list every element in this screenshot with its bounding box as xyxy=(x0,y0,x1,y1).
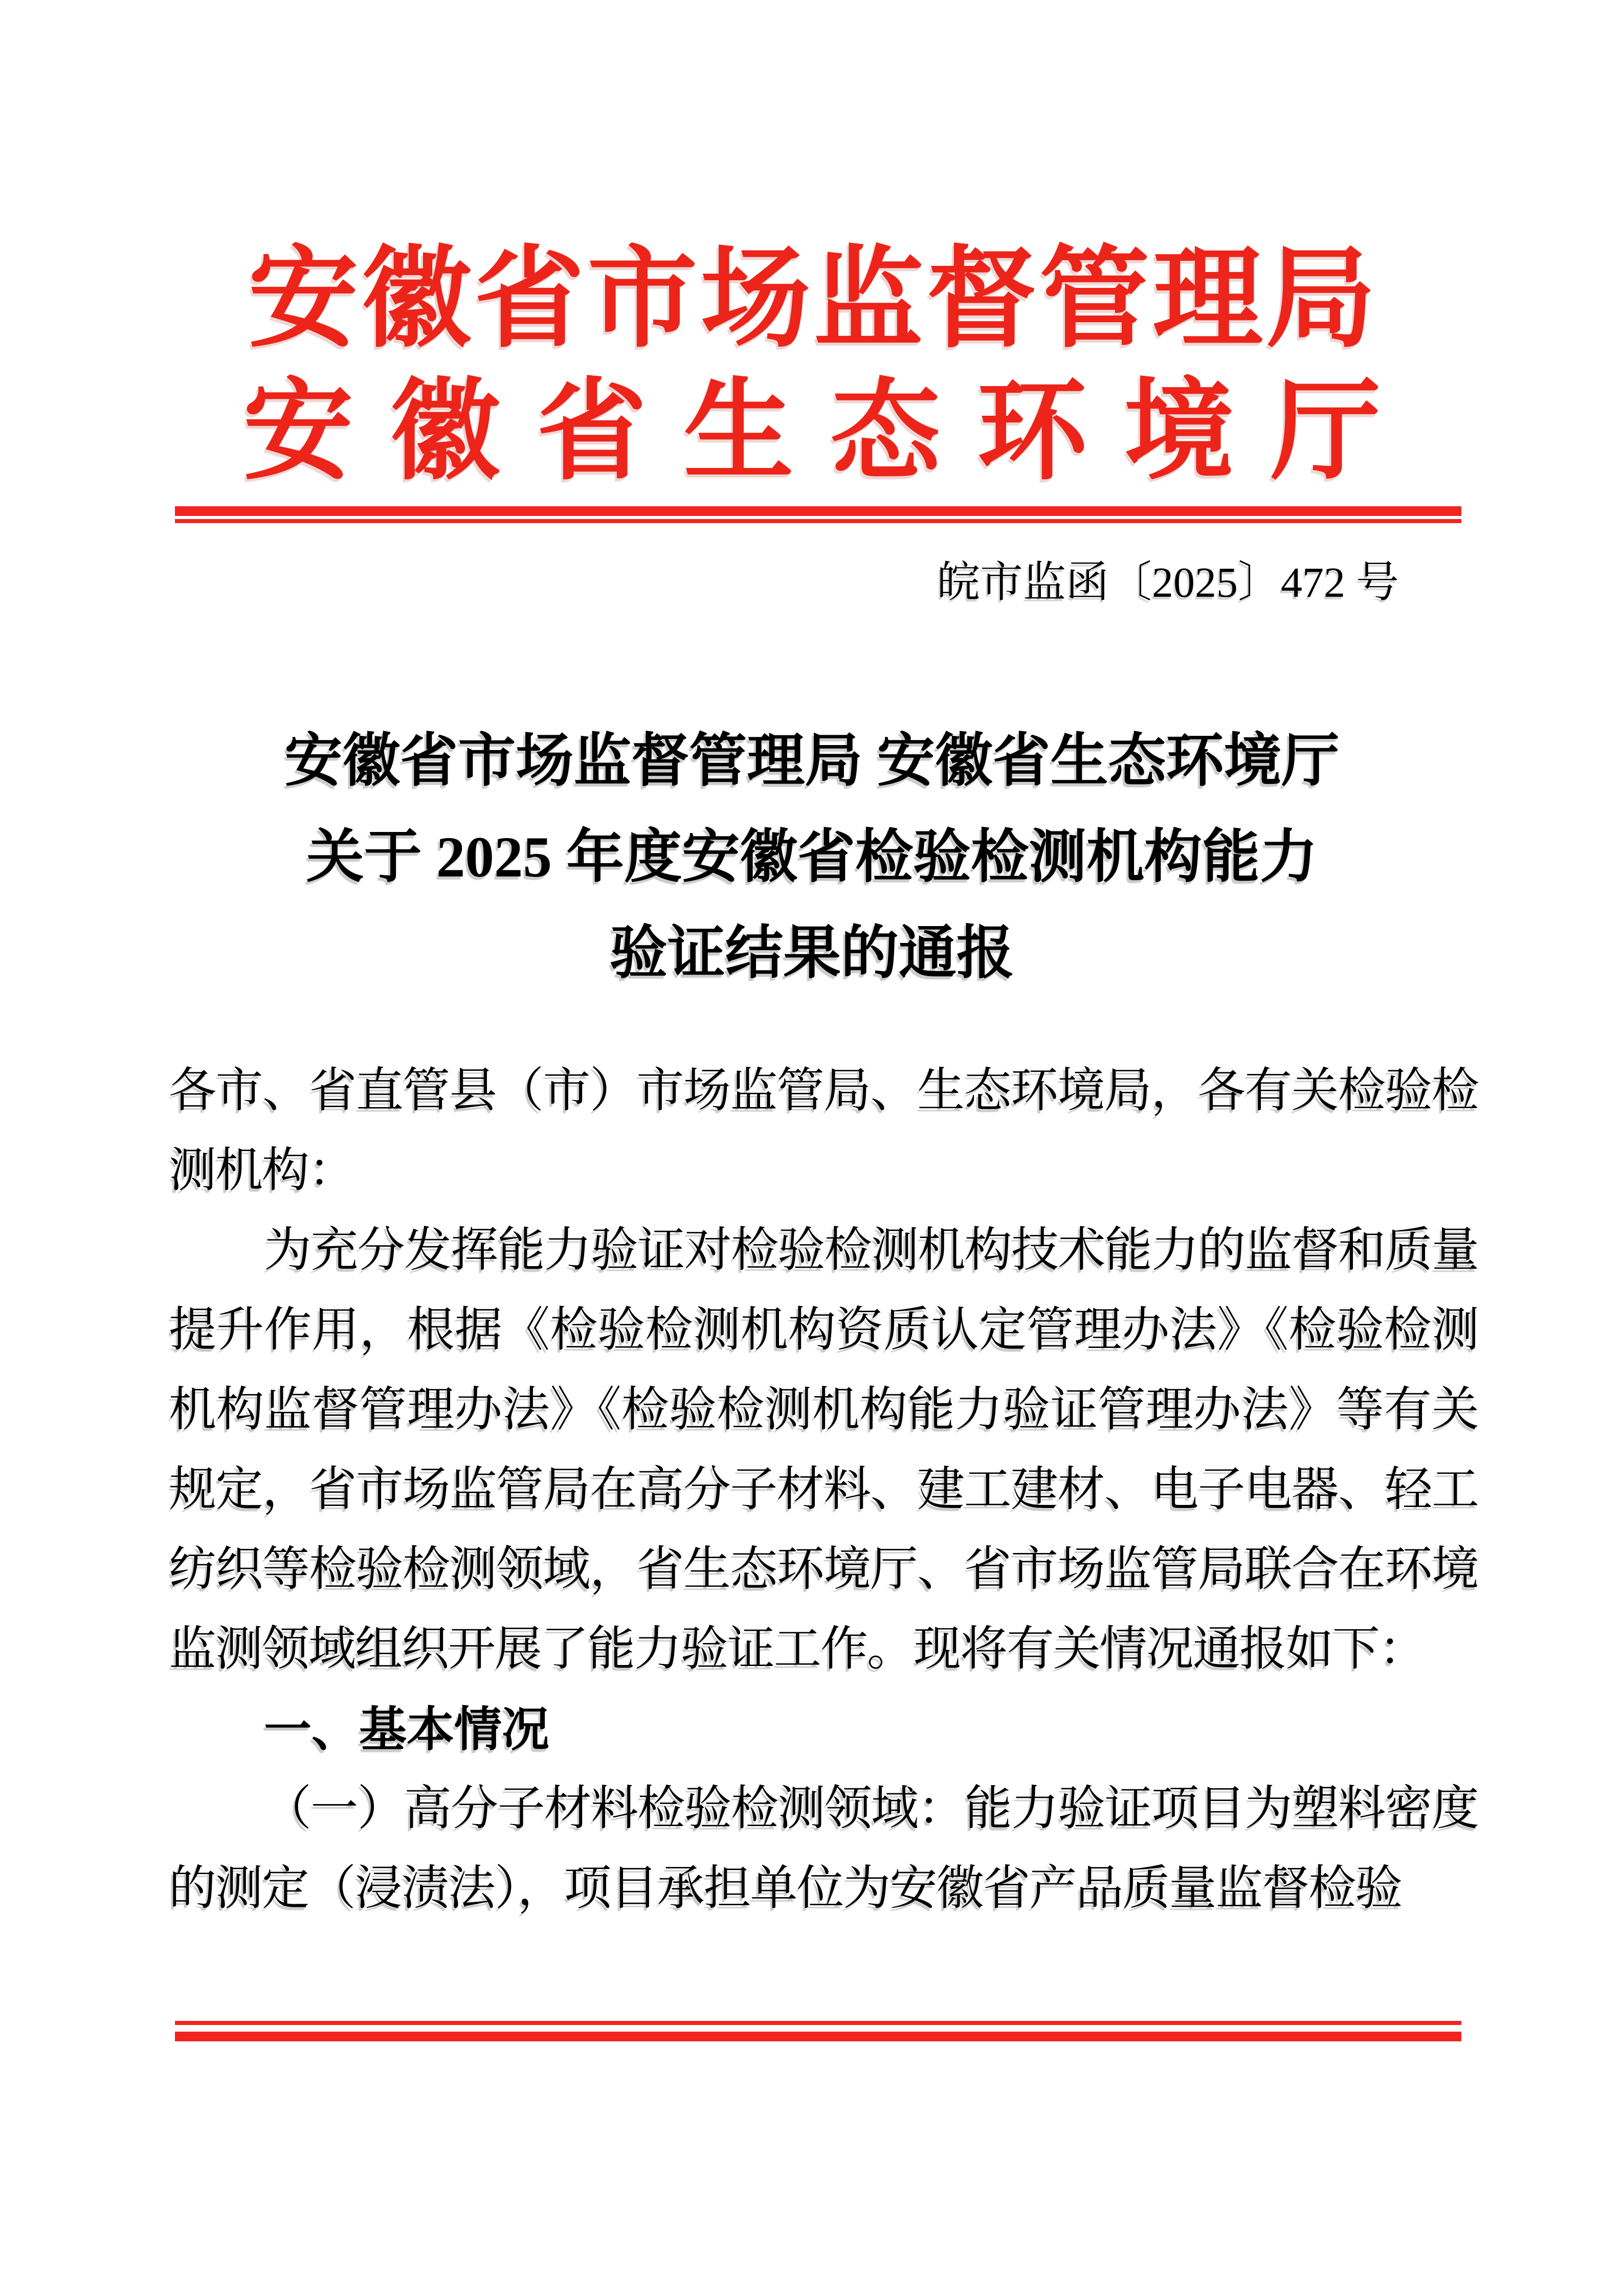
title-line-2: 关于 2025 年度安徽省检验检测机构能力 xyxy=(306,825,1318,889)
agency-name-line-2: 安徽省生态环境厅 xyxy=(243,371,1418,493)
title-line-3: 验证结果的通报 xyxy=(610,921,1014,985)
footer-rule-thick xyxy=(175,2032,1461,2041)
document-body xyxy=(169,1051,1478,2009)
title-line-1: 安徽省市场监督管理局 安徽省生态环境厅 xyxy=(284,729,1340,793)
section-one-paragraph: （一）高分子材料检验检测领域：能力验证项目为塑料密度的测定（浸渍法），项目承担单位为安徽省产品质量监督检验 xyxy=(169,1783,1478,1915)
document-title xyxy=(0,713,1624,1002)
agency-name-line-1: 安徽省市场监督管理局 xyxy=(248,238,1379,361)
salutation: 各市、省直管县（市）市场监管局、生态环境局，各有关检验检测机构： xyxy=(169,1065,1478,1197)
header-rule-thick xyxy=(175,506,1461,516)
intro-paragraph: 为充分发挥能力验证对检验检测机构技术能力的监督和质量提升作用，根据《检验检测机构资质认定管理办法》《检验检测机构监督管理办法》《检验检测机构能力验证管理办法》等有关规定，省市场监管局在高分子材料、建工建材、电子电器、轻工纺织等检验检测领域，省生态环境厅、省市场监管局联合在环境监测领域组织开展了能力验证工作。现将有关情况通报如下： xyxy=(169,1224,1478,1676)
section-heading: 一、基本情况 xyxy=(264,1703,549,1756)
header-rule-thin xyxy=(175,519,1461,523)
footer-rule-thin xyxy=(175,2021,1461,2025)
document-number: 皖市监函〔2025〕472 号 xyxy=(937,559,1399,606)
